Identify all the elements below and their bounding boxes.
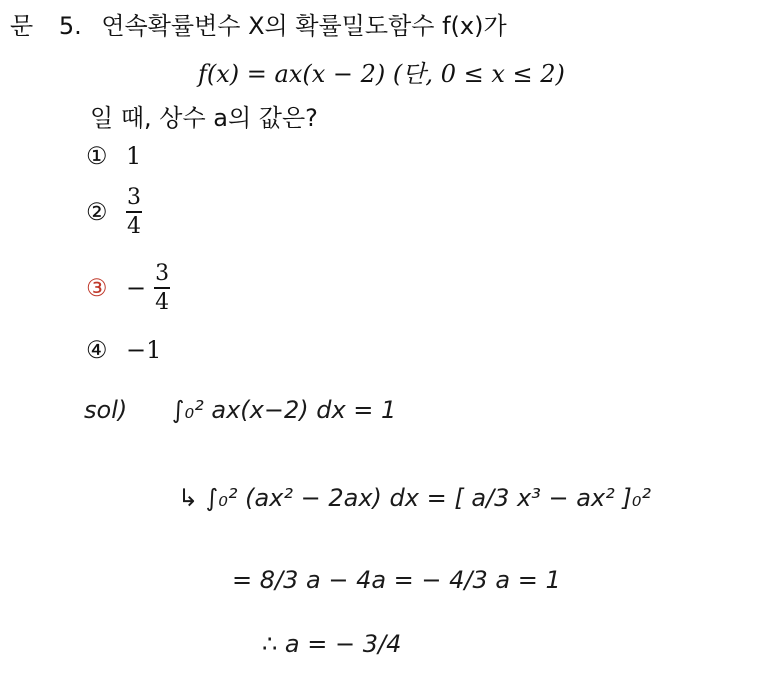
choice-fraction [154,262,170,314]
choice-mark: ④ [86,336,108,364]
fraction-bar [126,211,142,213]
choice-2[interactable] [86,186,142,238]
choice-value: 1 [126,142,142,170]
solution-line-2: ↳ ∫₀² (ax² − 2ax) dx = [ a/3 x³ − ax² ]₀² [178,484,651,512]
choice-4[interactable] [86,336,161,364]
fraction-bar [154,287,170,289]
fraction-numerator: 3 [127,185,141,210]
solution-label: sol) [84,396,128,424]
question-number: 5. [58,12,82,40]
choice-1[interactable] [86,142,141,170]
density-formula: f(x) = ax(x − 2) (단, 0 ≤ x ≤ 2) [198,60,565,88]
solution-line-1: ∫₀² ax(x−2) dx = 1 [172,396,397,424]
fraction-numerator: 3 [155,261,170,286]
choice-3[interactable] [86,262,170,314]
question-ask: 일 때, 상수 a의 값은? [90,104,318,132]
fraction-denominator: 4 [155,289,170,315]
solution-line-3: = 8/3 a − 4a = − 4/3 a = 1 [232,566,561,594]
choice-mark: ① [86,142,108,170]
question-prefix: 문 [10,12,34,40]
solution-line-4: ∴ a = − 3/4 [262,630,402,658]
fraction-denominator: 4 [127,213,141,239]
choice-mark: ③ [86,273,108,302]
choice-fraction [126,186,142,238]
choice-sign: − [126,273,147,302]
choice-value: −1 [126,336,162,364]
choice-mark: ② [86,197,108,226]
question-stem: 연속확률변수 X의 확률밀도함수 f(x)가 [101,12,507,40]
question-header [10,6,507,41]
